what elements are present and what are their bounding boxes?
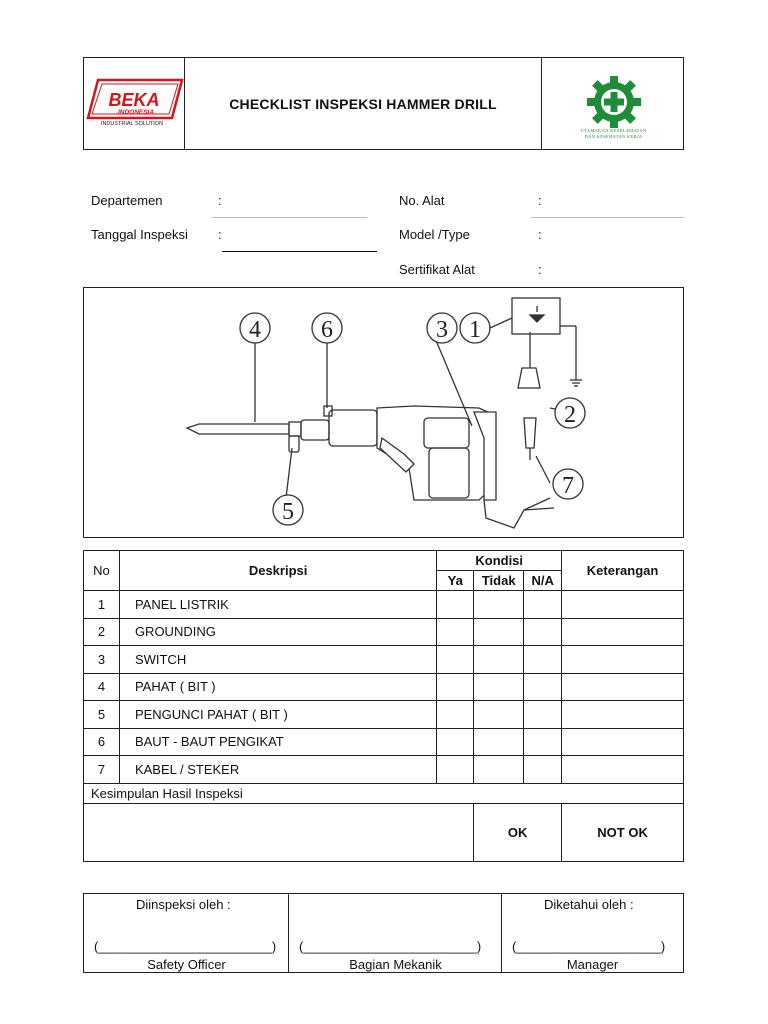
row-ya-cell[interactable] xyxy=(437,591,474,619)
row-tidak-cell[interactable] xyxy=(474,756,524,784)
signature-col-mekanik xyxy=(289,894,502,972)
row-tidak-cell[interactable] xyxy=(474,591,524,619)
row-ya-cell[interactable] xyxy=(437,673,474,701)
callout-2: 2 xyxy=(564,402,576,428)
table-row xyxy=(84,756,684,784)
signature-col-manager xyxy=(502,894,683,972)
kesimpulan-field[interactable] xyxy=(84,803,474,861)
row-tidak-cell[interactable] xyxy=(474,646,524,674)
row-ya-cell[interactable] xyxy=(437,701,474,729)
table-row xyxy=(84,646,684,674)
k3-gear-cross-icon xyxy=(582,76,646,128)
row-description: BAUT - BAUT PENGIKAT xyxy=(119,728,436,756)
row-no: 5 xyxy=(84,701,120,729)
no-alat-field[interactable] xyxy=(531,217,684,218)
row-na-cell[interactable] xyxy=(524,756,562,784)
col-ya-header: Ya xyxy=(437,571,474,591)
departemen-field[interactable] xyxy=(212,217,367,218)
row-na-cell[interactable] xyxy=(524,728,562,756)
table-row xyxy=(84,673,684,701)
row-description: PANEL LISTRIK xyxy=(119,591,436,619)
tanggal-label: Tanggal Inspeksi xyxy=(91,227,188,242)
callout-7: 7 xyxy=(562,473,574,499)
logo-cell xyxy=(84,58,185,149)
k3-cell xyxy=(542,58,685,149)
logo-sub-text: INDONESIA xyxy=(117,109,155,116)
beka-logo xyxy=(84,58,185,151)
model-label: Model /Type xyxy=(399,227,470,242)
manager-label: Manager xyxy=(566,957,619,972)
col-deskripsi-header: Deskripsi xyxy=(119,551,436,591)
title-cell xyxy=(185,58,542,149)
not-ok-option[interactable]: NOT OK xyxy=(562,803,684,861)
col-na-header: N/A xyxy=(524,571,562,591)
row-ya-cell[interactable] xyxy=(437,756,474,784)
row-na-cell[interactable] xyxy=(524,591,562,619)
sertifikat-label: Sertifikat Alat xyxy=(399,262,475,277)
signature-table xyxy=(83,893,684,973)
departemen-colon: : xyxy=(218,193,222,208)
sertifikat-colon: : xyxy=(538,262,542,277)
row-description: PENGUNCI PAHAT ( BIT ) xyxy=(119,701,436,729)
callout-4: 4 xyxy=(249,317,261,343)
row-keterangan-cell[interactable] xyxy=(562,728,684,756)
callout-1: 1 xyxy=(469,317,481,343)
callout-5: 5 xyxy=(282,499,294,525)
row-description: KABEL / STEKER xyxy=(119,756,436,784)
safety-officer-label: Safety Officer xyxy=(147,957,226,972)
row-no: 1 xyxy=(84,591,120,619)
col-no-header: No xyxy=(84,551,120,591)
table-row xyxy=(84,701,684,729)
row-description: GROUNDING xyxy=(119,618,436,646)
hammer-drill-illustration xyxy=(84,288,683,537)
k3-slogan-line-2: DAN KESEHATAN KERJA xyxy=(584,134,643,139)
k3-slogan-line-1: UTAMAKAN KESELAMATAN xyxy=(580,128,647,133)
tanggal-colon: : xyxy=(218,227,222,242)
diketahui-label: Diketahui oleh : xyxy=(544,897,634,912)
row-no: 3 xyxy=(84,646,120,674)
row-no: 2 xyxy=(84,618,120,646)
callout-3: 3 xyxy=(436,317,448,343)
page-title: CHECKLIST INSPEKSI HAMMER DRILL xyxy=(229,95,497,112)
row-tidak-cell[interactable] xyxy=(474,728,524,756)
manager-signature-line[interactable]: (____________________) xyxy=(512,939,666,954)
header-table xyxy=(83,57,684,150)
kesimpulan-label: Kesimpulan Hasil Inspeksi xyxy=(84,783,684,803)
diinspeksi-label: Diinspeksi oleh : xyxy=(136,897,231,912)
col-tidak-header: Tidak xyxy=(474,571,524,591)
bagian-mekanik-label: Bagian Mekanik xyxy=(349,957,442,972)
row-keterangan-cell[interactable] xyxy=(562,618,684,646)
row-na-cell[interactable] xyxy=(524,673,562,701)
safety-officer-signature-line[interactable]: (________________________) xyxy=(94,939,277,954)
table-row xyxy=(84,728,684,756)
model-colon: : xyxy=(538,227,542,242)
row-no: 6 xyxy=(84,728,120,756)
row-tidak-cell[interactable] xyxy=(474,618,524,646)
row-no: 7 xyxy=(84,756,120,784)
row-keterangan-cell[interactable] xyxy=(562,591,684,619)
col-kondisi-header: Kondisi xyxy=(437,551,562,571)
row-tidak-cell[interactable] xyxy=(474,673,524,701)
no-alat-colon: : xyxy=(538,193,542,208)
departemen-label: Departemen xyxy=(91,193,163,208)
row-description: SWITCH xyxy=(119,646,436,674)
checklist-table xyxy=(83,550,684,862)
tanggal-field[interactable] xyxy=(222,251,377,252)
table-row xyxy=(84,591,684,619)
no-alat-label: No. Alat xyxy=(399,193,445,208)
row-ya-cell[interactable] xyxy=(437,618,474,646)
row-ya-cell[interactable] xyxy=(437,728,474,756)
hammer-drill-diagram xyxy=(83,287,684,538)
row-keterangan-cell[interactable] xyxy=(562,756,684,784)
row-no: 4 xyxy=(84,673,120,701)
logo-main-text: BEKA xyxy=(108,90,160,110)
row-na-cell[interactable] xyxy=(524,618,562,646)
callout-6: 6 xyxy=(321,317,333,343)
row-keterangan-cell[interactable] xyxy=(562,646,684,674)
signature-col-safety xyxy=(84,894,289,972)
row-ya-cell[interactable] xyxy=(437,646,474,674)
mekanik-signature-line[interactable]: (________________________) xyxy=(299,939,482,954)
col-keterangan-header: Keterangan xyxy=(562,551,684,591)
row-na-cell[interactable] xyxy=(524,646,562,674)
row-na-cell[interactable] xyxy=(524,701,562,729)
row-keterangan-cell[interactable] xyxy=(562,701,684,729)
table-row xyxy=(84,618,684,646)
row-keterangan-cell[interactable] xyxy=(562,673,684,701)
row-description: PAHAT ( BIT ) xyxy=(119,673,436,701)
logo-tagline: INDUSTRIAL SOLUTION xyxy=(100,121,164,127)
row-tidak-cell[interactable] xyxy=(474,701,524,729)
ok-option[interactable]: OK xyxy=(474,803,562,861)
